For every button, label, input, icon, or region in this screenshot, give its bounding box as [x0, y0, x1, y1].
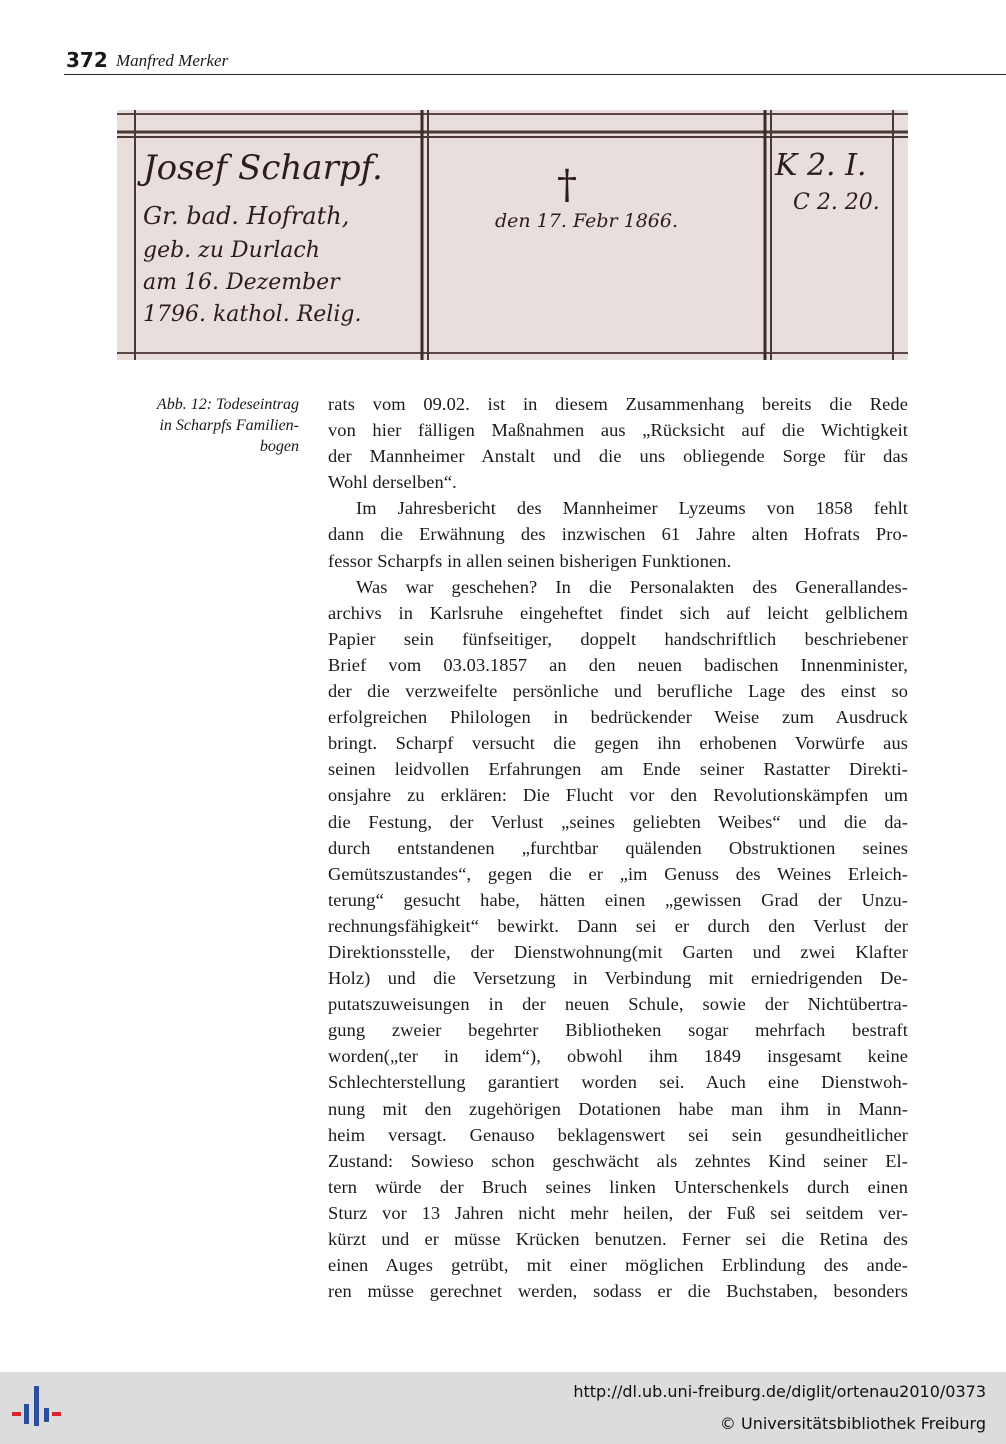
body-line: worden(„ter in idem“), obwohl ihm 1849 insgesamt keine — [328, 1046, 908, 1067]
body-line: Direktionsstelle, der Dienstwohnung(mit Garten und zwei Klafter — [328, 941, 908, 962]
body-line: durch entstandenen „furchtbar quälenden Obstruktionen seines — [328, 837, 908, 858]
body-line: rechnungsfähigkeit“ bewirkt. Dann sei er durch den Verlust der — [328, 915, 908, 936]
body-line: bringt. Scharpf versucht die gegen ihn erhobenen Vorwürfe aus — [328, 733, 908, 754]
body-line: rats vom 09.02. ist in diesem Zusammenhang bereits die Rede — [328, 394, 908, 414]
footer-url[interactable]: http://dl.ub.uni-freiburg.de/diglit/ortenau2010/0373 — [573, 1382, 986, 1401]
body-line: einen Auges getrübt, mit einer möglichen Erblindung des ande- — [328, 1255, 908, 1276]
body-line: heim versagt. Genauso beklagenswert sei sein gesundheitlicher — [328, 1124, 908, 1145]
body-line: gung zweier begehrter Bibliotheken sogar mehrfach bestraft — [328, 1020, 908, 1041]
body-line: tern würde der Bruch seines linken Unterschenkels durch einen — [328, 1176, 908, 1197]
body-line: von hier fälligen Maßnahmen aus „Rücksicht auf die Wichtigkeit — [328, 420, 908, 441]
handwritten-death-date: den 17. Febr 1866. — [495, 210, 679, 232]
body-line: onsjahre zu erklären: Die Flucht vor den Revolutionskämpfen um — [328, 785, 908, 806]
body-line: archivs in Karlsruhe eingeheftet findet sich auf leicht gelblichem — [328, 602, 908, 623]
handwritten-info-1: Gr. bad. Hofrath, — [143, 202, 350, 230]
body-line: Wohl derselben“. — [328, 472, 457, 493]
body-line: terung“ gesucht habe, hätten einen „gewissen Grad der Unzu- — [328, 889, 908, 910]
body-line: Gemütszustandes“, gegen die er „im Genuss des Weines Erleich- — [328, 863, 908, 884]
caption-line: bogen — [259, 438, 299, 455]
figure-death-record — [117, 110, 908, 360]
body-line: erfolgreichen Philologen in bedrückender Weise zum Ausdruck — [328, 707, 908, 728]
body-line: Zustand: Sowieso schon geschwächt als zehntes Kind seiner El- — [328, 1150, 908, 1171]
body-line: Brief vom 03.03.1857 an den neuen badischen Innenminister, — [328, 654, 908, 675]
body-line: putatszuweisungen in der neuen Schule, sowie der Nichtübertra- — [328, 994, 908, 1015]
handwritten-info-4: 1796. kathol. Relig. — [143, 302, 362, 327]
death-cross-mark: † — [557, 162, 577, 208]
footer-bar — [0, 1372, 1006, 1444]
handwritten-info-3: am 16. Dezember — [143, 270, 340, 295]
page-number: 372 — [66, 48, 108, 72]
body-line: die Festung, der Verlust „seines geliebten Weibes“ und die da- — [328, 811, 908, 832]
body-line: Sturz vor 13 Jahren nicht mehr heilen, der Fuß sei seitdem ver- — [328, 1202, 908, 1223]
body-line: Holz) und die Versetzung in Verbindung mit erniedrigenden De- — [328, 968, 908, 989]
body-line: Was war geschehen? In die Personalakten des Generallandes- — [356, 576, 908, 597]
body-line: kürzt und er müsse Krücken benutzen. Ferner sei die Retina des — [328, 1229, 908, 1249]
body-line: nung mit den zugehörigen Dotationen habe man ihm in Mann- — [328, 1098, 908, 1119]
body-line: dann die Erwähnung des inzwischen 61 Jahre alten Hofrats Pro- — [328, 524, 908, 545]
figure-caption — [120, 394, 299, 457]
body-line: der Mannheimer Anstalt und die uns obliegende Sorge für das — [328, 446, 908, 467]
body-line: ren müsse gerechnet werden, sodass er die Buchstaben, besonders — [328, 1281, 908, 1302]
body-line: seinen leidvollen Erfahrungen am Ende seiner Rastatter Direkti- — [328, 759, 908, 780]
body-text — [328, 391, 908, 1304]
caption-line: in Scharpfs Familien- — [159, 417, 299, 434]
body-line: Papier sein fünfseitiger, doppelt handschriftlich beschriebener — [328, 628, 908, 649]
handwritten-info-2: geb. zu Durlach — [143, 238, 320, 263]
handwritten-name: Josef Scharpf. — [143, 148, 383, 188]
footer-copyright: © Universitätsbibliothek Freiburg — [719, 1414, 986, 1433]
body-line: Schlechterstellung garantiert worden sei. Auch eine Dienstwoh- — [328, 1072, 908, 1093]
library-logo-icon — [12, 1382, 64, 1434]
body-line: fessor Scharpfs in allen seinen bisherigen Funktionen. — [328, 550, 732, 571]
body-line: der die verzweifelte persönliche und berufliche Lage des einst so — [328, 681, 908, 702]
handwritten-ref-1: K 2. I. — [775, 148, 867, 183]
running-head-author: Manfred Merker — [116, 51, 229, 70]
body-line: Im Jahresbericht des Mannheimer Lyzeums von 1858 fehlt — [356, 498, 908, 519]
caption-line: Abb. 12: Todeseintrag — [156, 396, 299, 413]
handwritten-ref-2: C 2. 20. — [793, 190, 880, 215]
running-header — [64, 46, 1006, 75]
